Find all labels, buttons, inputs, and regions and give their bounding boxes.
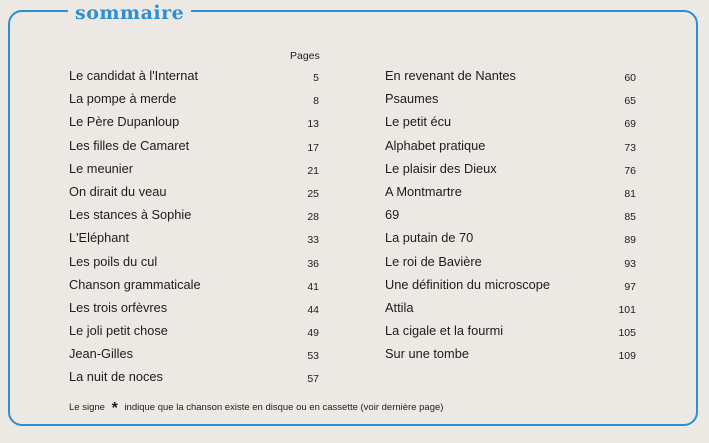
toc-entry[interactable] (69, 89, 319, 112)
toc-entry-page: 85 (624, 211, 636, 224)
toc-entry-page: 13 (307, 118, 319, 131)
toc-entry-title: Le Père Dupanloup (69, 114, 180, 130)
toc-entry-title: Le joli petit chose (69, 323, 168, 339)
toc-entry-title: On dirait du veau (69, 183, 167, 199)
toc-entry-title: Les stances à Sophie (69, 207, 192, 223)
toc-entry[interactable] (69, 136, 319, 159)
toc-entry[interactable] (385, 275, 636, 298)
toc-entry[interactable] (385, 252, 636, 275)
toc-entry-page: 41 (307, 280, 319, 293)
toc-entry[interactable] (69, 205, 319, 228)
pages-column-header: Pages (290, 50, 320, 62)
toc-entry[interactable] (69, 275, 319, 298)
toc-entry[interactable] (385, 321, 636, 344)
toc-entry[interactable] (69, 344, 319, 367)
toc-entry[interactable] (385, 182, 636, 205)
toc-entry-title: Les poils du cul (69, 253, 158, 269)
toc-entry-page: 101 (618, 303, 636, 316)
toc-entry-page: 53 (307, 350, 319, 363)
toc-entry[interactable] (385, 112, 636, 135)
footnote-text-after: indique que la chanson existe en disque ou en cassette (voir dernière page) (124, 402, 444, 413)
toc-entry-page: 49 (307, 327, 319, 340)
toc-entry-title: Le candidat à l'Internat (69, 68, 199, 83)
toc-entry[interactable] (69, 66, 319, 89)
footnote (69, 400, 443, 418)
toc-entry-page: 60 (624, 72, 636, 84)
toc-entry-page: 81 (624, 187, 636, 200)
toc-entry[interactable] (69, 112, 319, 135)
toc-entry-page: 25 (307, 187, 319, 200)
page-title: sommaire (68, 0, 191, 26)
toc-entry[interactable] (69, 182, 319, 205)
toc-entry-title: Le roi de Bavière (385, 253, 482, 269)
asterisk-icon: * (111, 400, 118, 417)
toc-entry[interactable] (385, 136, 636, 159)
toc-entry-page: 65 (624, 95, 636, 108)
toc-entry-page: 93 (624, 257, 636, 270)
toc-entry-title: A Montmartre (385, 183, 462, 199)
toc-entry[interactable] (69, 298, 319, 321)
toc-entry-page: 73 (624, 141, 636, 154)
toc-entry-title: Une définition du microscope (385, 276, 551, 292)
toc-entry-page: 17 (307, 141, 319, 154)
toc-entry-title: Jean-Gilles (69, 346, 134, 362)
toc-entry-page: 5 (313, 72, 319, 84)
toc-entry-page: 89 (624, 234, 636, 247)
toc-entry-title: La nuit de noces (69, 369, 163, 385)
toc-entry-page: 109 (618, 350, 636, 363)
toc-entry-title: Attila (385, 299, 414, 315)
toc-entry-title: Le petit écu (385, 114, 452, 130)
footnote-text-before: Le signe (69, 402, 105, 413)
toc-entry-title: La cigale et la fourmi (385, 323, 504, 339)
toc-entry-page: 97 (624, 280, 636, 293)
toc-entry-title: 69 (385, 207, 400, 223)
contents-left-column (69, 66, 319, 391)
toc-entry[interactable] (385, 228, 636, 251)
toc-entry-page: 57 (307, 373, 319, 386)
toc-entry[interactable] (385, 66, 636, 89)
toc-entry-title: Le meunier (69, 160, 134, 176)
toc-entry-title: Les filles de Camaret (69, 137, 190, 153)
toc-entry[interactable] (385, 205, 636, 228)
toc-entry-page: 33 (307, 234, 319, 247)
toc-entry-page: 21 (307, 164, 319, 177)
toc-entry-title: Les trois orfèvres (69, 299, 168, 315)
toc-entry-page: 105 (618, 327, 636, 340)
toc-entry[interactable] (69, 228, 319, 251)
toc-entry-title: Le plaisir des Dieux (385, 160, 497, 176)
toc-entry-title: En revenant de Nantes (385, 68, 516, 83)
toc-entry-page: 28 (307, 211, 319, 224)
toc-entry-title: La pompe à merde (69, 91, 177, 107)
toc-entry-title: Alphabet pratique (385, 137, 486, 153)
toc-entry-page: 8 (313, 95, 319, 108)
toc-entry-title: Sur une tombe (385, 346, 469, 362)
toc-entry[interactable] (69, 321, 319, 344)
toc-entry[interactable] (385, 344, 636, 367)
toc-entry[interactable] (385, 298, 636, 321)
toc-entry[interactable] (69, 252, 319, 275)
toc-entry-title: La putain de 70 (385, 230, 474, 246)
toc-entry-title: Chanson grammaticale (69, 276, 201, 292)
toc-entry[interactable] (385, 89, 636, 112)
toc-entry-title: L'Eléphant (69, 230, 130, 246)
toc-entry[interactable] (385, 159, 636, 182)
toc-entry-page: 76 (624, 164, 636, 177)
toc-entry-page: 44 (307, 303, 319, 316)
toc-entry-page: 36 (307, 257, 319, 270)
toc-entry[interactable] (69, 367, 319, 390)
toc-entry[interactable] (69, 159, 319, 182)
contents-right-column (385, 66, 636, 367)
toc-entry-title: Psaumes (385, 91, 439, 107)
toc-entry-page: 69 (624, 118, 636, 131)
